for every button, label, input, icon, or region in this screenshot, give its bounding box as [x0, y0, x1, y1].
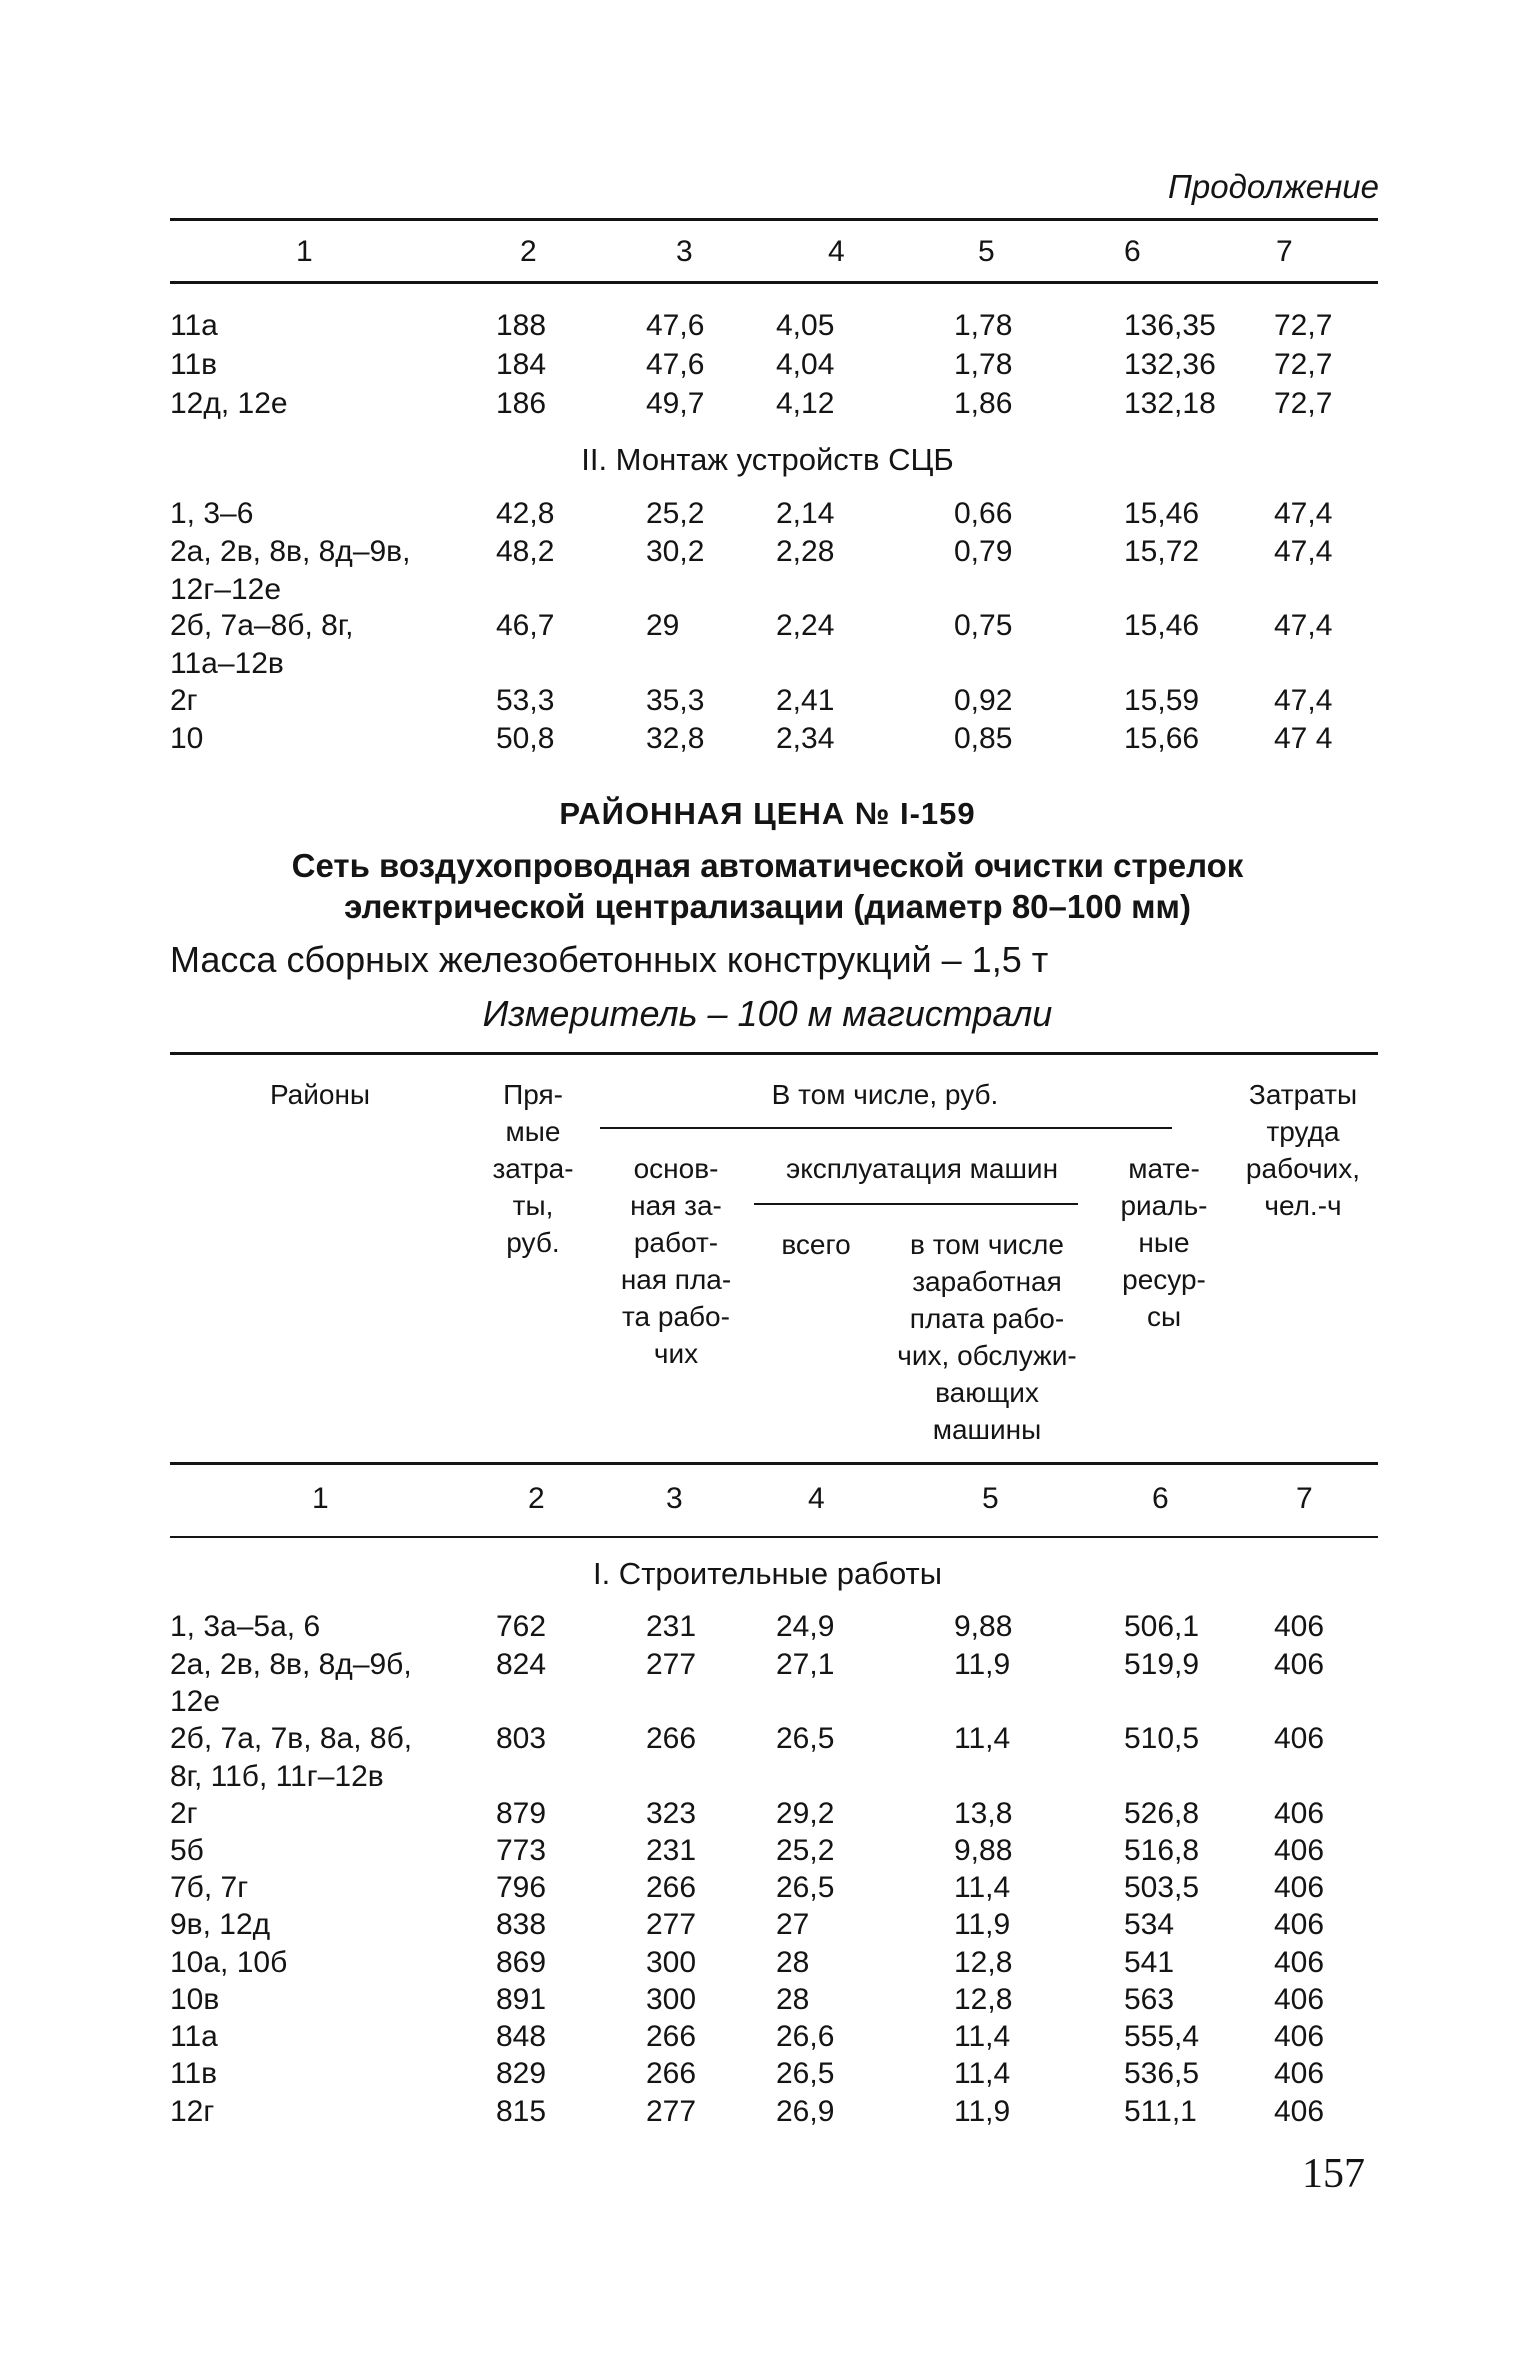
cell: 0,66 [954, 497, 1013, 530]
cell: 5б [170, 1834, 204, 1867]
table-row [0, 722, 1535, 760]
cell: 47,4 [1274, 609, 1333, 642]
cell: 510,5 [1124, 1722, 1200, 1755]
cell: 824 [496, 1648, 547, 1681]
cell: 406 [1274, 1797, 1325, 1830]
cell: 2,24 [776, 609, 835, 642]
cell: 30,2 [646, 535, 705, 568]
cell: 4,04 [776, 348, 835, 381]
cell: 49,7 [646, 387, 705, 420]
header-wages: основ- ная за- работ- ная пла- та рабо- чих [620, 1153, 732, 1369]
cell: 406 [1274, 2020, 1325, 2053]
table-row [0, 1908, 1535, 1946]
cell: 47,6 [646, 309, 705, 342]
cell: 0,92 [954, 684, 1013, 717]
table-row [0, 2095, 1535, 2133]
cell: 72,7 [1274, 387, 1333, 420]
col-num: 6 [1124, 235, 1141, 268]
cell: 511,1 [1124, 2095, 1197, 2128]
cell: 50,8 [496, 722, 555, 755]
cell: 406 [1274, 1834, 1325, 1867]
cell: 2,14 [776, 497, 835, 530]
cell: 838 [496, 1908, 547, 1941]
cell: 277 [646, 2095, 697, 2128]
cell: 526,8 [1124, 1797, 1200, 1830]
cell-continuation: 8г, 11б, 11г–12в [170, 1760, 384, 1793]
cell: 2,34 [776, 722, 835, 755]
table-row [0, 535, 1535, 573]
cell: 406 [1274, 1908, 1325, 1941]
table-row [0, 309, 1535, 347]
cell: 555,4 [1124, 2020, 1200, 2053]
col-num: 4 [828, 235, 845, 268]
cell: 323 [646, 1797, 697, 1830]
cell: 2б, 7а–8б, 8г, [170, 609, 354, 642]
cell: 132,18 [1124, 387, 1216, 420]
cell: 11,4 [954, 1722, 1011, 1755]
cell: 11а [170, 2020, 218, 2053]
cell: 4,12 [776, 387, 835, 420]
col-num: 5 [978, 235, 995, 268]
cell: 2,41 [776, 684, 835, 717]
cell: 563 [1124, 1983, 1175, 2016]
section-heading: II. Монтаж устройств СЦБ [581, 442, 954, 477]
table-row [0, 2057, 1535, 2095]
cell: 10 [170, 722, 204, 755]
cell: 24,9 [776, 1610, 835, 1643]
cell: 11в [170, 348, 218, 381]
cell: 1,78 [954, 348, 1013, 381]
cell: 26,5 [776, 2057, 835, 2090]
continuation-label: Продолжение [1167, 168, 1379, 205]
cell: 15,46 [1124, 609, 1200, 642]
table-row [0, 1797, 1535, 1835]
header-materials: мате- риаль- ные ресур- сы [1120, 1153, 1208, 1332]
section-heading: I. Строительные работы [592, 1556, 943, 1591]
cell: 406 [1274, 2095, 1325, 2128]
cell: 536,5 [1124, 2057, 1200, 2090]
cell: 1,86 [954, 387, 1013, 420]
cell: 0,85 [954, 722, 1013, 755]
cell: 10в [170, 1983, 220, 2016]
cell: 773 [496, 1834, 547, 1867]
table2-header-rule [170, 1462, 1378, 1465]
cell-continuation: 12е [170, 1685, 221, 1718]
cell: 534 [1124, 1908, 1175, 1941]
col-num: 3 [676, 235, 693, 268]
table2-number-rule [170, 1536, 1378, 1538]
cell: 25,2 [776, 1834, 835, 1867]
cell: 11а [170, 309, 218, 342]
cell: 796 [496, 1871, 547, 1904]
cell: 406 [1274, 1946, 1325, 1979]
cell: 803 [496, 1722, 547, 1755]
cell: 32,8 [646, 722, 705, 755]
cell: 2г [170, 1797, 198, 1830]
header-divider [600, 1127, 1172, 1129]
cell: 11,4 [954, 1871, 1011, 1904]
col-num: 6 [1152, 1482, 1169, 1515]
table-row [0, 497, 1535, 535]
cell: 266 [646, 1722, 697, 1755]
table-row [0, 348, 1535, 386]
cell: 869 [496, 1946, 547, 1979]
cell: 762 [496, 1610, 547, 1643]
cell: 47,4 [1274, 535, 1333, 568]
table2-top-rule [170, 1052, 1378, 1055]
cell: 12д, 12е [170, 387, 288, 420]
cell: 277 [646, 1908, 697, 1941]
col-num: 3 [666, 1482, 683, 1515]
cell: 12,8 [954, 1946, 1013, 1979]
cell: 47,4 [1274, 684, 1333, 717]
cell: 2а, 2в, 8в, 8д–9в, [170, 535, 411, 568]
cell: 406 [1274, 1983, 1325, 2016]
cell: 11,4 [954, 2057, 1011, 2090]
cell: 35,3 [646, 684, 705, 717]
table-row [0, 1871, 1535, 1909]
table1-header-rule [170, 281, 1378, 284]
cell: 53,3 [496, 684, 555, 717]
cell: 13,8 [954, 1797, 1013, 1830]
cell: 11,9 [954, 2095, 1011, 2128]
cell: 15,59 [1124, 684, 1200, 717]
cell: 72,7 [1274, 309, 1333, 342]
cell: 266 [646, 2020, 697, 2053]
cell: 26,9 [776, 2095, 835, 2128]
cell: 4,05 [776, 309, 835, 342]
table-row [0, 1834, 1535, 1872]
col-num: 4 [808, 1482, 825, 1515]
cell: 132,36 [1124, 348, 1216, 381]
col-num: 5 [982, 1482, 999, 1515]
cell: 9,88 [954, 1834, 1013, 1867]
cell: 12г [170, 2095, 215, 2128]
cell: 300 [646, 1983, 697, 2016]
cell: 0,79 [954, 535, 1013, 568]
table-row [0, 609, 1535, 647]
header-including: В том числе, руб. [771, 1079, 999, 1110]
cell: 503,5 [1124, 1871, 1200, 1904]
cell: 848 [496, 2020, 547, 2053]
col-num: 1 [312, 1482, 329, 1515]
cell: 231 [646, 1610, 697, 1643]
col-num: 7 [1276, 235, 1293, 268]
header-regions: Районы [269, 1079, 371, 1110]
cell: 406 [1274, 1871, 1325, 1904]
table-row [0, 1722, 1535, 1760]
header-total: всего [781, 1229, 851, 1260]
cell: 42,8 [496, 497, 555, 530]
measure-note: Измеритель – 100 м магистрали [482, 993, 1053, 1034]
cell: 879 [496, 1797, 547, 1830]
cell: 27,1 [776, 1648, 835, 1681]
cell: 9в, 12д [170, 1908, 271, 1941]
cell: 188 [496, 309, 547, 342]
cell: 1,78 [954, 309, 1013, 342]
cell: 29 [646, 609, 680, 642]
cell: 26,5 [776, 1871, 835, 1904]
cell: 48,2 [496, 535, 555, 568]
price-title-line1: Сеть воздухопроводная автоматической очистки стрелок [291, 847, 1244, 884]
col-num: 2 [528, 1482, 545, 1515]
cell: 47 4 [1274, 722, 1333, 755]
cell: 11,9 [954, 1648, 1011, 1681]
table-row [0, 1983, 1535, 2021]
cell: 300 [646, 1946, 697, 1979]
header-machine-operation: эксплуатация машин [785, 1153, 1059, 1184]
cell: 231 [646, 1834, 697, 1867]
cell: 184 [496, 348, 547, 381]
cell: 2,28 [776, 535, 835, 568]
table-row [0, 1648, 1535, 1686]
header-direct-costs: Пря- мые затра- ты, руб. [492, 1079, 574, 1258]
table-row [0, 1946, 1535, 1984]
col-num: 1 [296, 235, 313, 268]
cell: 519,9 [1124, 1648, 1200, 1681]
cell: 28 [776, 1946, 810, 1979]
cell: 891 [496, 1983, 547, 2016]
cell: 7б, 7г [170, 1871, 249, 1904]
cell: 2г [170, 684, 198, 717]
cell-continuation: 12г–12е [170, 573, 282, 606]
cell: 10а, 10б [170, 1946, 288, 1979]
cell: 266 [646, 1871, 697, 1904]
cell: 11,9 [954, 1908, 1011, 1941]
cell: 277 [646, 1648, 697, 1681]
cell: 15,66 [1124, 722, 1200, 755]
cell: 25,2 [646, 497, 705, 530]
cell: 266 [646, 2057, 697, 2090]
cell: 29,2 [776, 1797, 835, 1830]
table-row [0, 2020, 1535, 2058]
cell: 26,6 [776, 2020, 835, 2053]
cell: 136,35 [1124, 309, 1216, 342]
col-num: 2 [520, 235, 537, 268]
cell: 406 [1274, 1648, 1325, 1681]
cell: 46,7 [496, 609, 555, 642]
header-machine-wages: в том числе заработная плата рабо- чих, обслужи- вающих машины [897, 1229, 1077, 1445]
cell: 0,75 [954, 609, 1013, 642]
price-heading: РАЙОННАЯ ЦЕНА № I-159 [559, 796, 976, 831]
cell: 186 [496, 387, 547, 420]
cell: 26,5 [776, 1722, 835, 1755]
cell: 15,46 [1124, 497, 1200, 530]
cell: 47,4 [1274, 497, 1333, 530]
cell: 47,6 [646, 348, 705, 381]
cell: 15,72 [1124, 535, 1200, 568]
cell: 506,1 [1124, 1610, 1200, 1643]
price-title-line2: электрической централизации (диаметр 80–100 мм) [344, 888, 1191, 925]
cell-continuation: 11а–12в [170, 647, 284, 680]
table-row [0, 387, 1535, 425]
cell: 1, 3а–5а, 6 [170, 1610, 321, 1643]
cell: 11,4 [954, 2020, 1011, 2053]
col-num: 7 [1296, 1482, 1313, 1515]
cell: 12,8 [954, 1983, 1013, 2016]
cell: 406 [1274, 1722, 1325, 1755]
header-labor-cost: Затраты труда рабочих, чел.-ч [1245, 1079, 1361, 1221]
cell: 1, 3–6 [170, 497, 254, 530]
cell: 27 [776, 1908, 810, 1941]
cell: 2а, 2в, 8в, 8д–9б, [170, 1648, 412, 1681]
cell: 516,8 [1124, 1834, 1200, 1867]
table-row [0, 684, 1535, 722]
mass-note: Масса сборных железобетонных конструкций – 1,5 т [170, 939, 1049, 980]
table-row [0, 1610, 1535, 1648]
cell: 815 [496, 2095, 547, 2128]
cell: 541 [1124, 1946, 1175, 1979]
cell: 829 [496, 2057, 547, 2090]
cell: 406 [1274, 1610, 1325, 1643]
header-divider [754, 1203, 1078, 1205]
table1-top-rule [170, 218, 1378, 221]
cell: 9,88 [954, 1610, 1013, 1643]
cell: 72,7 [1274, 348, 1333, 381]
cell: 11в [170, 2057, 218, 2090]
cell: 28 [776, 1983, 810, 2016]
cell: 406 [1274, 2057, 1325, 2090]
page-number: 157 [1302, 2151, 1365, 2197]
cell: 2б, 7а, 7в, 8а, 8б, [170, 1722, 413, 1755]
